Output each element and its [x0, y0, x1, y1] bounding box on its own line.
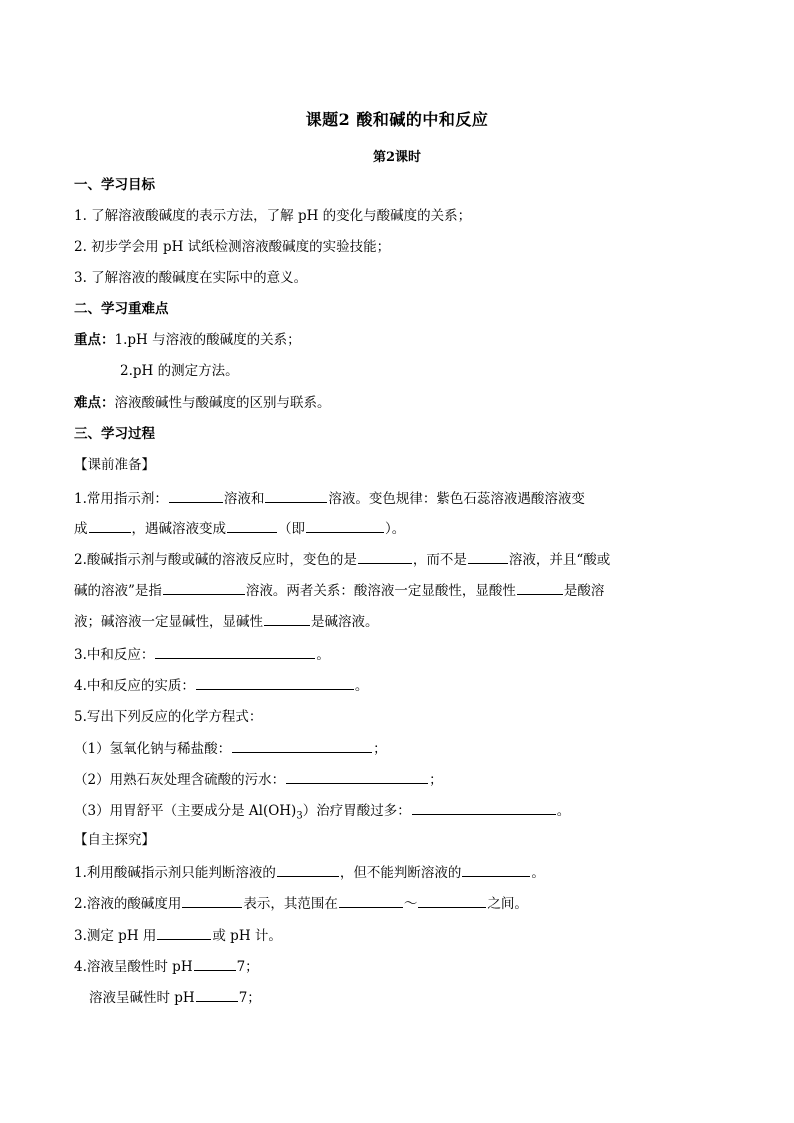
section-3-heading: 三、学习过程 [74, 426, 155, 442]
e1-text-c: 。 [531, 865, 545, 881]
q2-blank-3[interactable] [163, 581, 245, 595]
q4-text-a: 4.中和反应的实质： [74, 678, 195, 694]
key-point-1: 1.pH 与溶液的酸碱度的关系； [114, 332, 301, 348]
q1-text-d: 成 [74, 521, 88, 537]
q1-text-a: 1.常用指示剂： [74, 491, 168, 507]
q1-text-f: （即 [278, 521, 305, 537]
e1-text-a: 1.利用酸碱指示剂只能判断溶液的 [74, 865, 276, 881]
q2-text-h: 是碱溶液。 [311, 614, 379, 630]
q5-blank-1[interactable] [232, 739, 372, 753]
explore-2-line [74, 894, 528, 913]
e1-blank-1[interactable] [277, 863, 339, 877]
question-5-item-3 [74, 801, 570, 826]
q2-text-a: 2.酸碱指示剂与酸或碱的溶液反应时，变色的是 [74, 552, 357, 568]
e3-text-a: 3.测定 pH 用 [74, 928, 157, 944]
q2-text-g: 液；碱溶液一定显碱性，显碱性 [74, 614, 263, 630]
q1-blank-2[interactable] [265, 489, 327, 503]
section-2-heading: 二、学习重难点 [74, 301, 169, 317]
question-5-item-2 [74, 770, 443, 789]
objective-3: 3. 了解溶液的酸碱度在实际中的意义。 [74, 270, 308, 286]
q5-blank-2[interactable] [286, 770, 428, 784]
key-point-line-1 [74, 331, 301, 349]
q2-blank-5[interactable] [264, 612, 310, 626]
q2-blank-4[interactable] [517, 581, 563, 595]
q5-item-1-end: ； [373, 741, 387, 757]
objective-2: 2. 初步学会用 pH 试纸检测溶液酸碱度的实验技能； [74, 239, 391, 255]
q5-item-3-text-a: （3）用胃舒平（主要成分是 Al(OH) [74, 803, 297, 819]
q2-text-f: 是酸溶 [563, 583, 605, 599]
q4-blank[interactable] [196, 676, 354, 690]
q2-blank-2[interactable] [468, 550, 508, 564]
e3-text-b: 或 pH 计。 [212, 928, 282, 944]
q1-blank-4[interactable] [227, 519, 277, 533]
q1-text-g: ）。 [385, 521, 406, 537]
q1-text-b: 溶液和 [223, 491, 265, 507]
q1-text-e: ，遇碱溶液变成 [131, 521, 226, 537]
q5-item-1-text: （1）氢氧化钠与稀盐酸： [74, 741, 232, 757]
q5-blank-3[interactable] [412, 801, 556, 815]
e1-text-b: ，但不能判断溶液的 [339, 865, 462, 881]
e2-text-a: 2.溶液的酸碱度用 [74, 896, 182, 912]
q2-text-e: 溶液。两者关系：酸溶液一定显酸性，显酸性 [245, 583, 516, 599]
question-2-line-1 [74, 550, 610, 569]
e2-blank-2[interactable] [339, 894, 403, 908]
explore-heading: 【自主探究】 [74, 832, 155, 848]
e4-text-b: 7； [236, 959, 259, 975]
q3-blank[interactable] [155, 645, 315, 659]
q1-text-c: 溶液。变色规律：紫色石蕊溶液遇酸溶液变 [328, 491, 585, 507]
key-point-2: 2.pH 的测定方法。 [120, 363, 239, 379]
explore-1-line [74, 863, 545, 882]
q4-text-b: 。 [354, 678, 369, 694]
e3-blank[interactable] [157, 926, 211, 940]
e2-text-b: 表示，其范围在 [243, 896, 338, 912]
key-point-label: 重点： [74, 332, 115, 348]
e5-text-b: 7； [238, 990, 261, 1006]
e4-blank[interactable] [194, 957, 236, 971]
explore-3-line [74, 926, 282, 945]
q5-item-3-text-b: ）治疗胃酸过多： [302, 803, 411, 819]
section-1-heading: 一、学习目标 [74, 177, 155, 193]
q2-text-d: 碱的溶液”是指 [74, 583, 162, 599]
q1-blank-5[interactable] [306, 519, 384, 533]
e2-blank-1[interactable] [182, 894, 242, 908]
e5-text-a: 溶液呈碱性时 pH [89, 990, 195, 1006]
page-title: 课题2 酸和碱的中和反应 [305, 110, 489, 129]
e1-blank-2[interactable] [462, 863, 530, 877]
prep-heading: 【课前准备】 [74, 457, 155, 473]
question-5-head: 5.写出下列反应的化学方程式： [74, 709, 263, 725]
q2-text-b: ，而不是 [412, 552, 467, 568]
q5-item-3-end: 。 [556, 803, 571, 819]
q1-blank-3[interactable] [89, 519, 131, 533]
difficulty-label: 难点： [74, 395, 115, 411]
difficulty-line [74, 394, 331, 412]
q3-text-a: 3.中和反应： [74, 647, 155, 663]
explore-5-line [89, 988, 261, 1007]
q2-blank-1[interactable] [358, 550, 412, 564]
question-4-line [74, 676, 368, 695]
page-subtitle: 第2课时 [372, 150, 422, 165]
question-3-line [74, 645, 330, 664]
objective-1: 1. 了解溶液酸碱度的表示方法，了解 pH 的变化与酸碱度的关系； [74, 208, 472, 224]
question-2-line-3 [74, 612, 379, 631]
q3-text-b: 。 [316, 647, 330, 663]
q5-item-2-end: ； [429, 772, 443, 788]
e4-text-a: 4.溶液呈酸性时 pH [74, 959, 193, 975]
e5-blank[interactable] [196, 988, 238, 1002]
question-1-line-2 [74, 519, 405, 538]
question-1-line-1 [74, 489, 585, 508]
q5-item-3-subscript: 3 [296, 810, 303, 822]
question-2-line-2 [74, 581, 604, 600]
explore-4-line [74, 957, 259, 976]
q1-blank-1[interactable] [169, 489, 223, 503]
e2-text-d: 之间。 [487, 896, 528, 912]
q2-text-c: 溶液，并且“酸或 [508, 552, 611, 568]
difficulty-text: 溶液酸碱性与酸碱度的区别与联系。 [114, 395, 331, 411]
q5-item-2-text: （2）用熟石灰处理含硫酸的污水： [74, 772, 286, 788]
e2-blank-3[interactable] [418, 894, 486, 908]
question-5-item-1 [74, 739, 387, 758]
e2-text-c: ～ [403, 896, 418, 912]
